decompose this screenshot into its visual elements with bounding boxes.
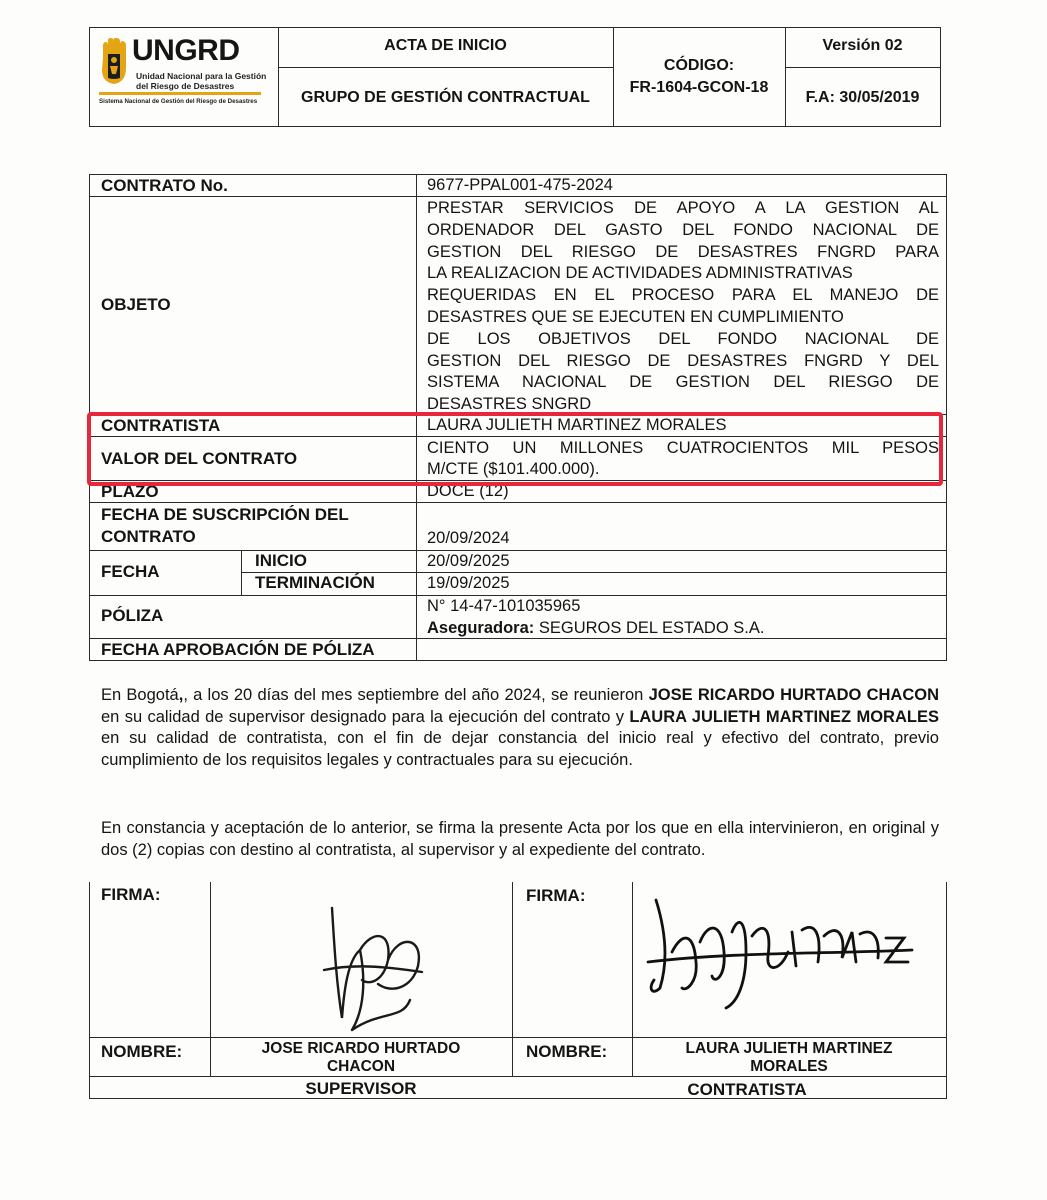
version: Versión 02 — [822, 37, 903, 54]
approval-date: F.A: 30/05/2019 — [805, 89, 920, 106]
inicio-label: INICIO — [255, 551, 307, 570]
inicio-date: 20/09/2025 — [427, 552, 510, 570]
aseguradora — [427, 619, 764, 638]
supervisor-name-inline: JOSE RICARDO HURTADO CHACON — [648, 686, 940, 704]
poliza-label: PÓLIZA — [101, 606, 164, 625]
doc-title: ACTA DE INICIO — [384, 37, 507, 54]
aprobacion-label: FECHA APROBACIÓN DE PÓLIZA — [101, 640, 375, 659]
terminacion-label: TERMINACIÓN — [255, 573, 375, 592]
supervisor-name: JOSE RICARDO HURTADO CHACON — [261, 1040, 461, 1075]
contratista-role: CONTRATISTA — [687, 1080, 807, 1099]
valor-label: VALOR DEL CONTRATO — [101, 449, 298, 468]
aseguradora-label: Aseguradora: — [427, 619, 535, 637]
closing-paragraph: En constancia y aceptación de lo anterior, se firma la presente Acta por los que en ella intervinieron, en original y dos (2) copias con destino al contratista, al supervisor y al expediente del contrato. — [101, 819, 939, 859]
contract-number-label: CONTRATO No. — [101, 176, 228, 195]
suscripcion-label-2: CONTRATO — [101, 527, 196, 546]
plazo-value: DOCE (12) — [427, 482, 509, 500]
signature-table — [89, 882, 947, 1099]
suscripcion-label-1: FECHA DE SUSCRIPCIÓN DEL — [101, 505, 349, 524]
plazo-label: PLAZO — [101, 482, 159, 501]
objeto-text: PRESTAR SERVICIOS DE APOYO A LA GESTION AL ORDENADOR DEL GASTO DEL FONDO NACIONAL DE GESTION DEL RIESGO DE DESASTRES FNGRD PARA LA REALIZACION DE ACTIVIDADES ADMINISTRATIVAS REQUERIDAS EN EL PROCESO PARA EL MANEJO DE DESASTRES QUE SE EJECUTEN EN CUMPLIMIENTO DE LOS OBJETIVOS DEL FONDO NACIONAL DE GESTION DEL RIESGO DE DESASTRES FNGRD Y DEL SISTEMA NACIONAL DE GESTION DEL RIESGO DE DESASTRES SNGRD — [427, 199, 939, 414]
logo-subtitle-3: Sistema Nacional de Gestión del Riesgo de Desastres — [99, 98, 258, 105]
highlight-box — [87, 412, 943, 486]
supervisor-signature — [312, 900, 452, 1040]
aseguradora-name: SEGUROS DEL ESTADO S.A. — [538, 619, 765, 637]
intro-paragraph: En Bogotá,, a los 20 días del mes septiembre del año 2024, se reunieron JOSE RICARDO HURTADO CHACON en su calidad de supervisor designado para la ejecución del contrato y LAURA JULIETH MARTINEZ MORALES en su calidad de contratista, con el fin de dejar constancia del inicio real y efectivo del contrato, previo cumplimiento de los requisitos legales y contractuales para su ejecución. — [101, 686, 940, 769]
nombre-label-supervisor: NOMBRE: — [101, 1042, 183, 1061]
contratista-label: CONTRATISTA — [101, 416, 221, 435]
contratista-name: LAURA JULIETH MARTINEZ MORALES — [427, 416, 727, 434]
logo-subtitle-1: Unidad Nacional para la Gestión — [136, 71, 267, 81]
logo-accent-bar — [99, 92, 261, 95]
valor-text: CIENTO UN MILLONES CUATROCIENTOS MIL PESOS M/CTE ($101.400.000). — [427, 439, 939, 478]
contratista-name: LAURA JULIETH MARTINEZ MORALES — [685, 1040, 893, 1075]
contratista-name-inline: LAURA JULIETH MARTINEZ MORALES — [629, 707, 939, 726]
group-name: GRUPO DE GESTIÓN CONTRACTUAL — [301, 89, 590, 106]
contratista-signature — [642, 892, 922, 1017]
document-header — [89, 27, 941, 127]
terminacion-date: 19/09/2025 — [427, 574, 510, 592]
hand-emblem-icon — [99, 38, 129, 86]
contract-number: 9677-PPAL001-475-2024 — [427, 176, 613, 194]
logo-wordmark: UNGRD — [132, 34, 240, 67]
supervisor-role: SUPERVISOR — [305, 1079, 417, 1098]
suscripcion-date: 20/09/2024 — [427, 529, 510, 547]
fecha-label: FECHA — [101, 562, 160, 581]
objeto-label: OBJETO — [101, 295, 171, 314]
logo-subtitle-2: del Riesgo de Desastres — [136, 81, 235, 91]
firma-label-contratista: FIRMA: — [526, 886, 586, 905]
firma-label-supervisor: FIRMA: — [101, 885, 161, 904]
code-value: FR-1604-GCON-18 — [629, 79, 769, 96]
code-label: CÓDIGO: — [663, 57, 735, 74]
nombre-label-contratista: NOMBRE: — [526, 1042, 608, 1061]
poliza-number: N° 14-47-101035965 — [427, 597, 581, 615]
